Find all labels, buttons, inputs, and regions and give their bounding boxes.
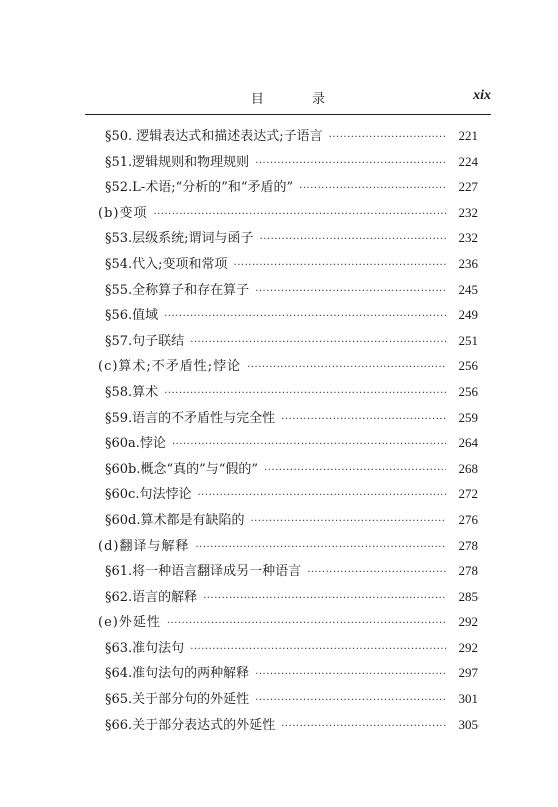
header-divider — [85, 114, 491, 115]
dot-leader — [247, 362, 446, 373]
toc-entry-page: 305 — [458, 716, 478, 732]
toc-entry-page: 256 — [458, 383, 478, 399]
toc-entry-page: 245 — [458, 281, 478, 297]
toc-entry-title: (e)外延性 — [98, 615, 161, 631]
toc-section-row — [98, 151, 478, 177]
toc-section-row — [98, 662, 478, 688]
toc-entry-title: §58.算术 — [105, 384, 159, 400]
toc-entry-page: 232 — [458, 204, 478, 220]
toc-section-row — [98, 458, 478, 484]
dot-leader — [164, 311, 446, 322]
toc-entry-title: §59.语言的不矛盾性与完全性 — [105, 410, 276, 426]
dot-leader — [264, 465, 446, 476]
toc-section-row — [98, 637, 478, 663]
dot-leader — [167, 618, 446, 629]
toc-entry-page: 272 — [458, 486, 478, 502]
toc-section-row — [98, 330, 478, 356]
toc-entry-title: §62.语言的解释 — [105, 589, 198, 605]
toc-section-row — [98, 304, 478, 330]
toc-entry-page: 221 — [458, 128, 478, 143]
toc-section-row — [98, 125, 478, 151]
toc-entry-title: §60b.概念“真的”与“假的” — [105, 461, 259, 477]
toc-section-row — [98, 176, 478, 202]
toc-entry-title: §61.将一种语言翻译成另一种语言 — [105, 564, 302, 580]
toc-entry-page: 292 — [458, 639, 478, 655]
toc-entry-title: §60d.算术都是有缺陷的 — [105, 512, 245, 528]
toc-section-row — [98, 509, 478, 535]
dot-leader — [172, 439, 446, 450]
table-of-contents — [98, 125, 478, 739]
toc-section-row — [98, 483, 478, 509]
dot-leader — [299, 183, 446, 194]
toc-entry-title: §52.L-术语;“分析的”和“矛盾的” — [105, 180, 294, 196]
toc-group-row — [98, 611, 478, 637]
toc-entry-page: 301 — [458, 691, 478, 707]
toc-entry-title: (d)翻译与解释 — [98, 538, 190, 554]
dot-leader — [281, 414, 446, 425]
dot-leader — [164, 388, 446, 399]
toc-entry-page: 256 — [458, 358, 478, 374]
toc-section-row — [98, 407, 478, 433]
page-number: xix — [473, 88, 491, 103]
toc-entry-title: §54.代入;变项和常项 — [105, 256, 228, 272]
toc-entry-page: 285 — [458, 588, 478, 604]
toc-group-row — [98, 355, 478, 381]
toc-section-row — [98, 253, 478, 279]
dot-leader — [255, 695, 446, 706]
toc-section-row — [98, 688, 478, 714]
toc-entry-page: 259 — [458, 409, 478, 425]
toc-entry-title: (b)变项 — [98, 205, 148, 221]
dot-leader — [195, 542, 446, 553]
toc-section-row — [98, 432, 478, 458]
toc-entry-title: §63.准句法句 — [105, 640, 185, 656]
toc-entry-page: 276 — [458, 511, 478, 527]
toc-entry-page: 292 — [458, 614, 478, 630]
dot-leader — [197, 490, 446, 501]
toc-section-row — [98, 381, 478, 407]
toc-entry-page: 251 — [458, 332, 478, 348]
toc-entry-title: §64.准句法句的两种解释 — [105, 666, 250, 682]
toc-entry-title: §60c.句法悖论 — [105, 487, 192, 503]
dot-leader — [255, 286, 446, 297]
toc-section-row — [98, 714, 478, 740]
toc-section-row — [98, 586, 478, 612]
dot-leader — [255, 669, 446, 680]
dot-leader — [260, 234, 446, 245]
toc-entry-title: (c)算术;不矛盾性;悖论 — [98, 359, 242, 375]
toc-entry-page: 297 — [458, 665, 478, 681]
dot-leader — [255, 158, 446, 169]
dot-leader — [281, 721, 446, 732]
toc-entry-page: 278 — [458, 537, 478, 553]
toc-entry-page: 227 — [458, 179, 478, 195]
toc-section-row — [98, 560, 478, 586]
toc-entry-title: §50. 逻辑表达式和描述表达式;子语言 — [105, 129, 323, 144]
toc-entry-title: §56.值域 — [105, 308, 159, 324]
toc-entry-title: §51.逻辑规则和物理规则 — [105, 154, 250, 170]
toc-group-row — [98, 535, 478, 561]
toc-entry-title: §53.层级系统;谓词与函子 — [105, 231, 254, 247]
toc-entry-page: 224 — [458, 153, 478, 169]
toc-group-row — [98, 202, 478, 228]
toc-entry-page: 268 — [458, 460, 478, 476]
toc-section-row — [98, 279, 478, 305]
page-title: 目 录 — [250, 92, 348, 107]
toc-entry-page: 278 — [458, 563, 478, 579]
dot-leader — [190, 337, 446, 348]
toc-entry-title: §65.关于部分句的外延性 — [105, 692, 250, 708]
toc-entry-title: §57.句子联结 — [105, 333, 185, 349]
toc-entry-title: §66.关于部分表达式的外延性 — [105, 717, 276, 733]
dot-leader — [307, 567, 446, 578]
dot-leader — [234, 260, 446, 271]
toc-entry-page: 232 — [458, 230, 478, 246]
toc-entry-page: 264 — [458, 435, 478, 451]
toc-entry-page: 236 — [458, 255, 478, 271]
toc-entry-title: §60a.悖论 — [105, 436, 166, 452]
toc-entry-title: §55.全称算子和存在算子 — [105, 282, 250, 298]
toc-entry-page: 249 — [458, 307, 478, 323]
dot-leader — [329, 132, 446, 143]
dot-leader — [251, 516, 447, 527]
page-header — [85, 88, 491, 112]
toc-section-row — [98, 227, 478, 253]
dot-leader — [190, 644, 446, 655]
dot-leader — [153, 209, 446, 220]
dot-leader — [203, 593, 446, 604]
